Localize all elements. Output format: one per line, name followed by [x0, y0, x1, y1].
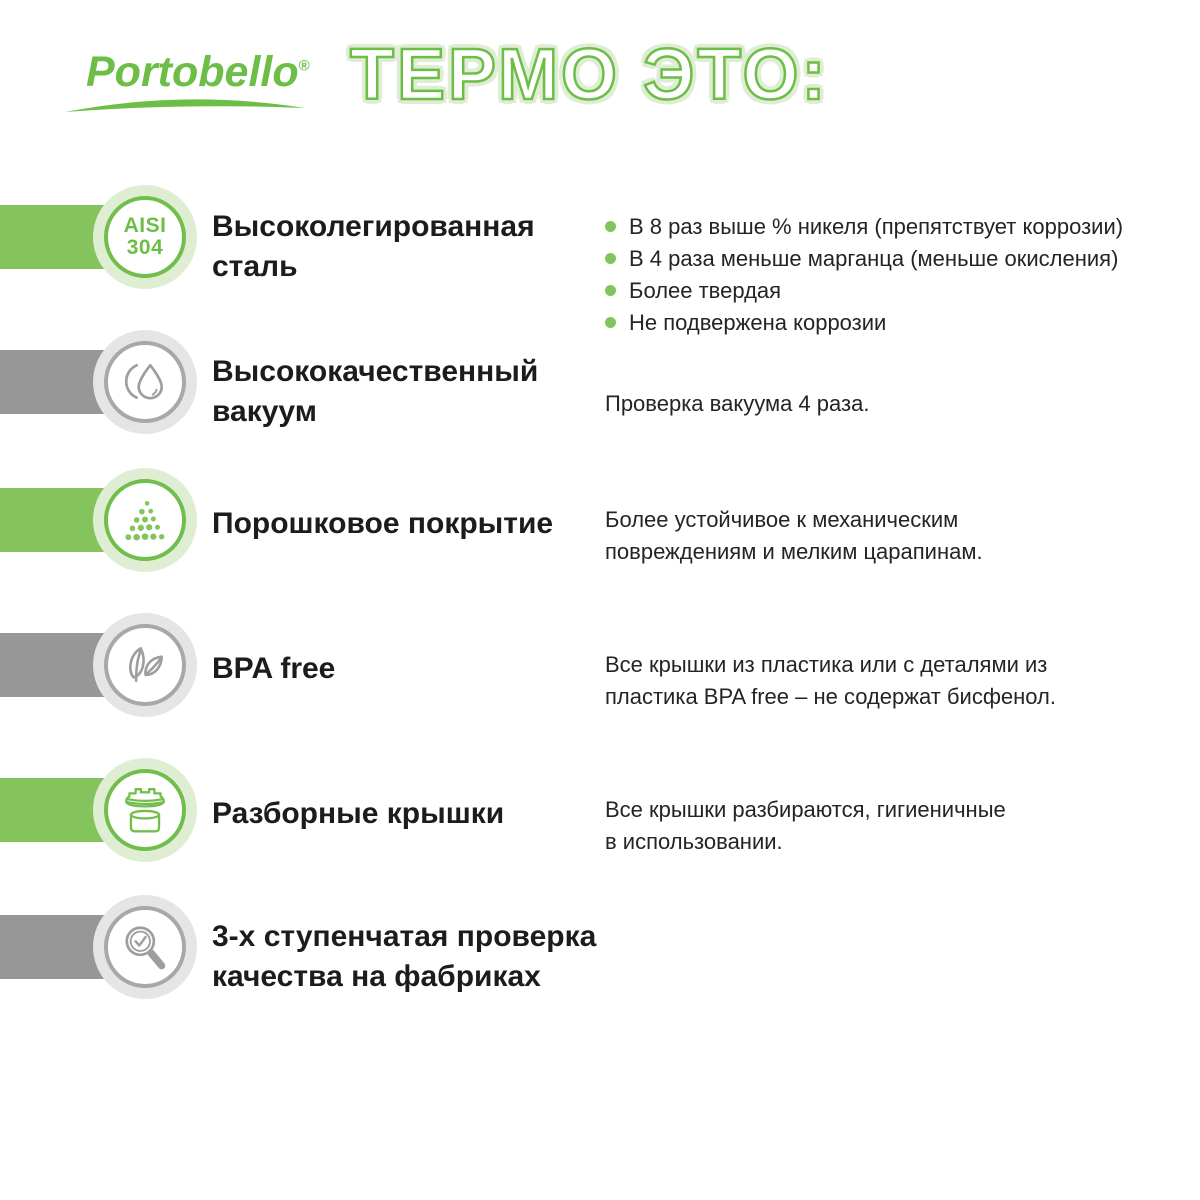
- feature-row-bpa-free: [0, 603, 1200, 753]
- bullet-dot-icon: [605, 221, 616, 232]
- feature-row-quality-check: [0, 885, 1200, 1035]
- icon-circle: [104, 906, 186, 988]
- icon-circle: [104, 479, 186, 561]
- water-drop-icon: [121, 358, 169, 406]
- feature-row-lids: [0, 748, 1200, 898]
- bullet-item: В 4 раза меньше марганца (меньше окисления): [605, 243, 1123, 275]
- bullet-item: Не подвержена коррозии: [605, 307, 1123, 339]
- feature-title: Разборные крышки: [212, 797, 505, 830]
- aisi-badge-line1: AISI: [123, 214, 167, 237]
- feature-title: Порошковое покрытие: [212, 507, 554, 540]
- aisi-badge-text: [108, 215, 182, 259]
- magnifier-check-icon: [120, 922, 170, 972]
- feature-title: BPA free: [212, 652, 336, 685]
- bullet-dot-icon: [605, 285, 616, 296]
- feature-description: Все крышки из пластика или с деталями из пластика BPA free – не содержат бисфенол.: [605, 652, 1056, 709]
- bullet-dot-icon: [605, 253, 616, 264]
- leaves-icon: [121, 641, 169, 689]
- portobello-logo: [86, 48, 310, 97]
- bullet-item: В 8 раз выше % никеля (препятствует коррозии): [605, 211, 1123, 243]
- feature-description: Более устойчивое к механическим повреждениям и мелким царапинам.: [605, 507, 983, 564]
- powder-dots-icon: [120, 495, 170, 545]
- feature-row-vacuum: [0, 320, 1200, 470]
- feature-description: Проверка вакуума 4 раза.: [605, 391, 870, 416]
- bullet-item: Более твердая: [605, 275, 1123, 307]
- aisi-304-badge: [104, 196, 186, 278]
- feature-description: Все крышки разбираются, гигиеничные в использовании.: [605, 797, 1006, 854]
- feature-title: Высоколегированная сталь: [212, 210, 535, 283]
- aisi-badge-line2: 304: [126, 236, 164, 259]
- lid-parts-icon: [119, 784, 171, 836]
- logo-swoosh-icon: [62, 96, 308, 116]
- feature-title: Высококачественный вакуум: [212, 355, 539, 428]
- logo-text: Portobello: [86, 48, 299, 96]
- feature-row-powder-coating: [0, 458, 1200, 608]
- registered-trademark-icon: ®: [298, 57, 310, 75]
- feature-title: 3-х ступенчатая проверка качества на фабриках: [212, 920, 597, 993]
- feature-row-steel: [0, 175, 1200, 335]
- page-title: ТЕРМО ЭТО:: [350, 35, 829, 115]
- icon-circle: [104, 769, 186, 851]
- icon-circle: [104, 341, 186, 423]
- icon-circle: [104, 624, 186, 706]
